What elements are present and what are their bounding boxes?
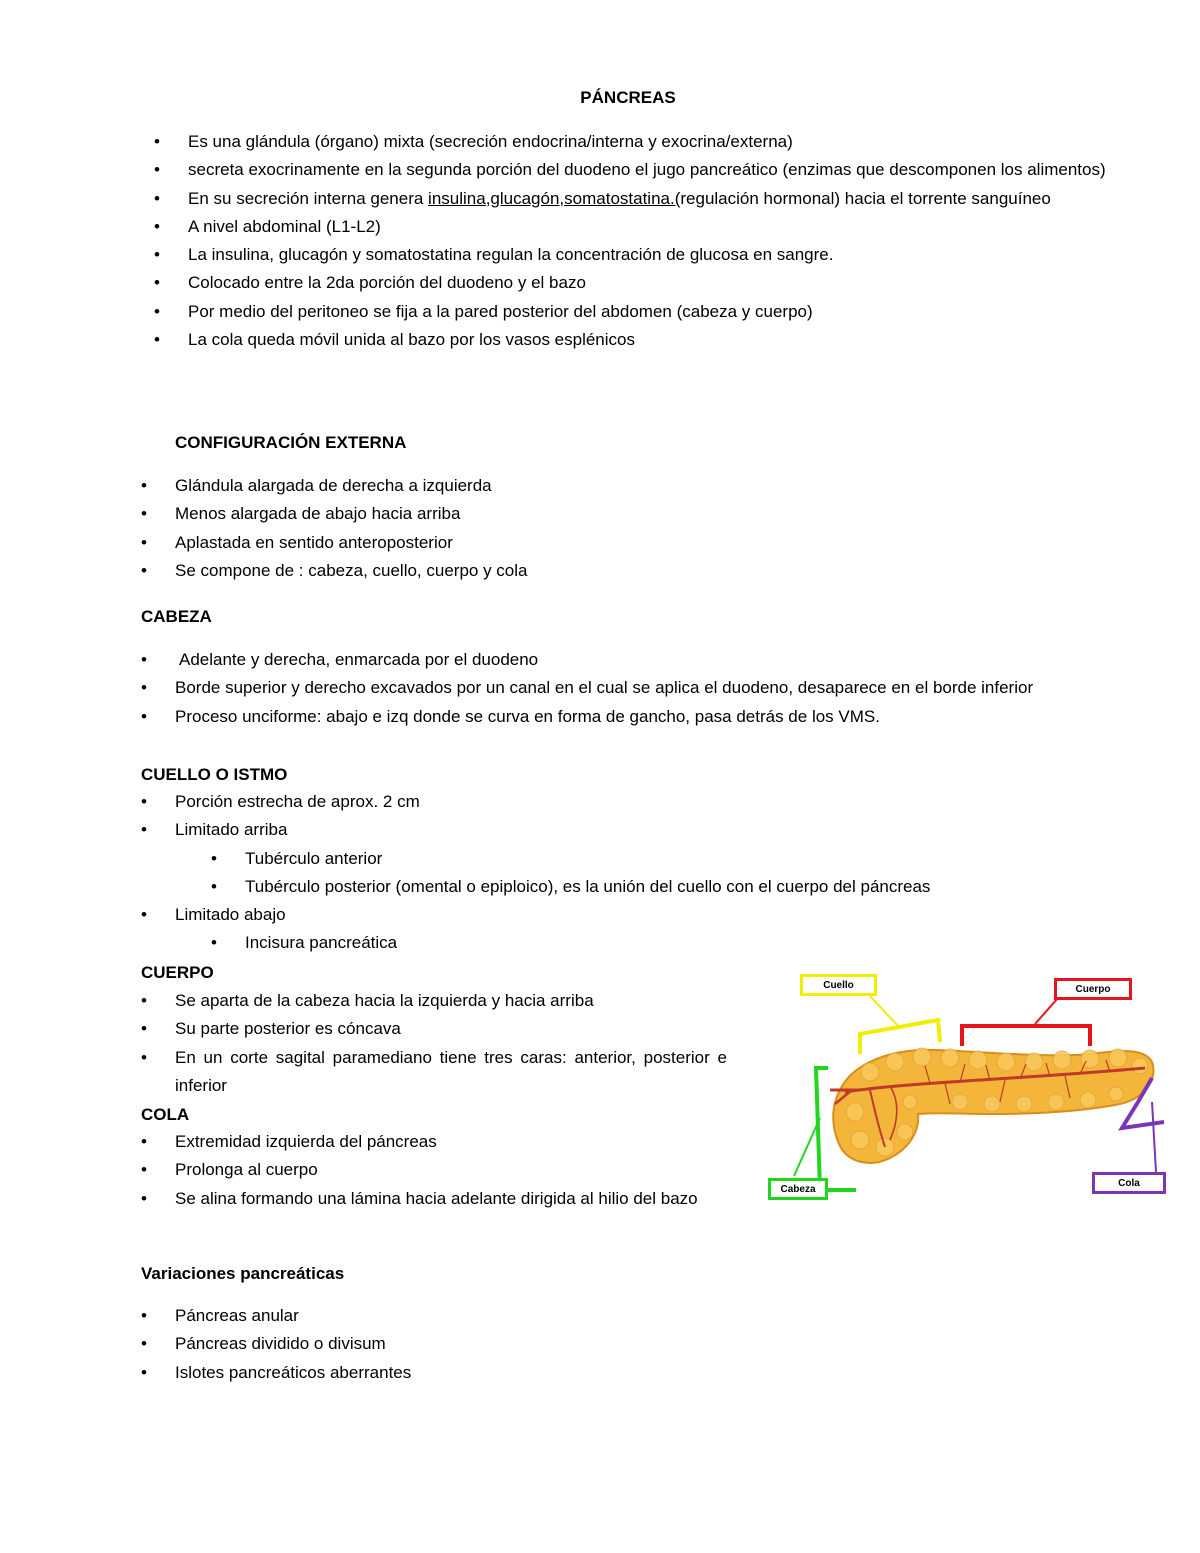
list-item: • Islotes pancreáticos aberrantes — [141, 1359, 1116, 1387]
cola-list — [141, 1128, 727, 1213]
list-item: • La insulina, glucagón y somatostatina regulan la concentración de glucosa en sangre. — [154, 241, 1116, 269]
cuello-label: Cuello — [800, 974, 877, 996]
list-item: • secreta exocrinamente en la segunda porción del duodeno el jugo pancreático (enzimas que descomponen los alimentos) — [154, 156, 1116, 184]
list-item-text: Adelante y derecha, enmarcada por el duodeno — [179, 650, 539, 669]
hormones-underlined: insulina,glucagón,somatostatina.( — [428, 188, 681, 208]
cuello-heading: CUELLO O ISTMO — [141, 765, 288, 784]
cuello-abajo-sublist — [211, 929, 1116, 957]
list-item: • Prolonga al cuerpo — [141, 1156, 727, 1184]
list-item: • Porción estrecha de aprox. 2 cm — [141, 788, 1116, 816]
cuerpo-arrow — [1035, 998, 1058, 1024]
list-item: • Borde superior y derecho excavados por un canal en el cual se aplica el duodeno, desaparece en el borde inferior — [141, 674, 1116, 702]
list-item: • Se alina formando una lámina hacia adelante dirigida al hilio del bazo — [141, 1185, 727, 1213]
cabeza-arrow — [794, 1118, 820, 1176]
list-item: • Extremidad izquierda del páncreas — [141, 1128, 727, 1156]
sublist-container — [141, 929, 1116, 957]
document-title: PÁNCREAS — [580, 88, 676, 107]
cuerpo-list — [141, 987, 727, 1100]
list-item: • Glándula alargada de derecha a izquierda — [141, 472, 1116, 500]
cabeza-list — [141, 646, 1116, 731]
list-item: • Páncreas anular — [141, 1302, 1116, 1330]
cuello-arrow — [870, 996, 900, 1028]
cabeza-heading: CABEZA — [141, 607, 212, 626]
list-item-text: regulación hormonal) hacia el torrente sanguíneo — [680, 188, 1051, 208]
list-item: • Limitado arriba — [141, 816, 1116, 844]
cola-arrow — [1152, 1102, 1156, 1172]
list-item: • En un corte sagital paramediano tiene tres caras: anterior, posterior e inferior — [141, 1044, 727, 1101]
list-item: • Su parte posterior es cóncava — [141, 1015, 727, 1043]
cuerpo-bracket — [962, 1026, 1090, 1046]
list-item: • Menos alargada de abajo hacia arriba — [141, 500, 1116, 528]
cola-label: Cola — [1092, 1172, 1166, 1194]
cuello-arriba-sublist — [211, 845, 1116, 902]
config-heading: CONFIGURACIÓN EXTERNA — [175, 433, 407, 452]
cuerpo-heading: CUERPO — [141, 963, 214, 982]
list-item: • Se compone de : cabeza, cuello, cuerpo y cola — [141, 557, 1116, 585]
sublist-item: • Incisura pancreática — [211, 929, 1116, 957]
config-list — [141, 472, 1116, 585]
list-item: • Se aparta de la cabeza hacia la izquierda y hacia arriba — [141, 987, 727, 1015]
pancreas-diagram — [760, 962, 1180, 1212]
list-item — [141, 646, 1116, 674]
list-item — [154, 185, 1116, 213]
variaciones-heading: Variaciones pancreáticas — [141, 1264, 345, 1283]
list-item: • Páncreas dividido o divisum — [141, 1330, 1116, 1358]
list-item: • Proceso unciforme: abajo e izq donde se curva en forma de gancho, pasa detrás de los VMS. — [141, 703, 1116, 731]
cuerpo-label: Cuerpo — [1054, 978, 1132, 1000]
cola-heading: COLA — [141, 1105, 190, 1124]
list-item: • Por medio del peritoneo se fija a la pared posterior del abdomen (cabeza y cuerpo) — [154, 298, 1116, 326]
list-item: • Es una glándula (órgano) mixta (secreción endocrina/interna y exocrina/externa) — [154, 128, 1116, 156]
list-item: • Limitado abajo — [141, 901, 1116, 929]
sublist-item: • Tubérculo posterior (omental o epiploico), es la unión del cuello con el cuerpo del páncreas — [211, 873, 1116, 901]
cabeza-label: Cabeza — [768, 1178, 828, 1200]
list-item: • Aplastada en sentido anteroposterior — [141, 529, 1116, 557]
sublist-container — [141, 845, 1116, 902]
list-item-text: En su secreción interna genera — [188, 188, 429, 208]
intro-list — [154, 128, 1116, 354]
sublist-item: • Tubérculo anterior — [211, 845, 1116, 873]
list-item: • La cola queda móvil unida al bazo por los vasos esplénicos — [154, 326, 1116, 354]
list-item: • Colocado entre la 2da porción del duodeno y el bazo — [154, 269, 1116, 297]
list-item: • A nivel abdominal (L1-L2) — [154, 213, 1116, 241]
variaciones-list — [141, 1302, 1116, 1387]
cuello-list — [141, 788, 1116, 958]
